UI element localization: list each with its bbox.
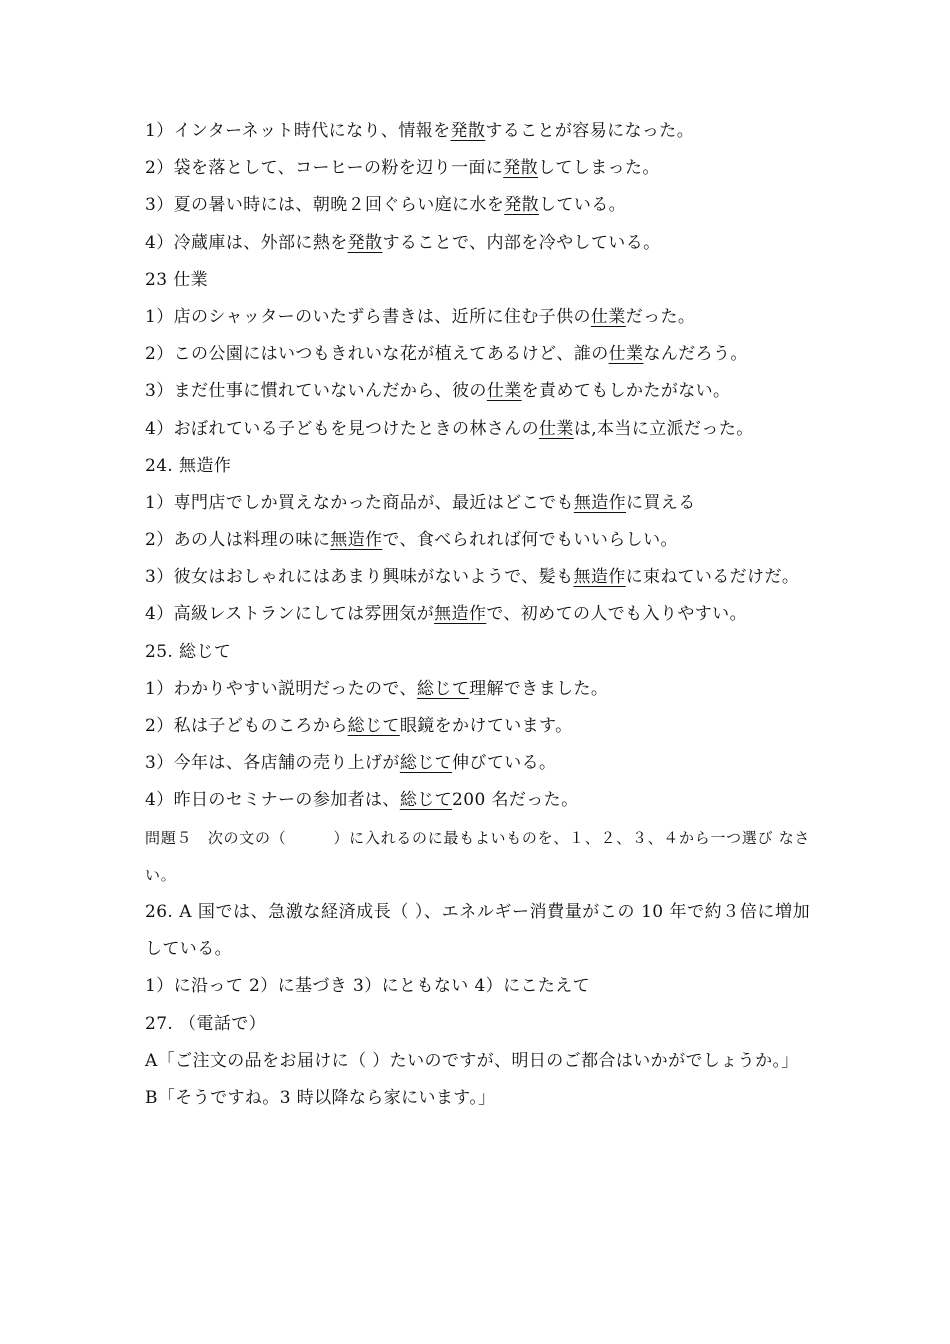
text-line: [145, 373, 810, 410]
line-text-tail: で、食べられれば何でもいいらしい。: [382, 530, 678, 551]
text-line: [145, 113, 810, 150]
underlined-word: 無造作: [330, 530, 383, 551]
line-text: 2）あの人は料理の味に: [145, 530, 331, 551]
line-text-tail: に束ねているだけだ。: [625, 567, 800, 588]
line-text-tail: 理解できました。: [469, 678, 609, 699]
text-line: [145, 1043, 810, 1080]
line-text: 26. A 国では、急激な経済成長（ ）、エネルギー消費量がこの 10 年で約３倍に増加している。: [145, 901, 810, 960]
text-line: [145, 671, 810, 708]
line-text: 2）袋を落として、コーヒーの粉を辺り一面に: [145, 158, 504, 179]
text-line: [145, 894, 810, 968]
underlined-word: 発散: [504, 195, 540, 216]
text-line: [145, 225, 810, 262]
line-text: 4）高級レストランにしては雰囲気が: [145, 604, 435, 625]
line-text-tail: を責めてもしかたがない。: [521, 381, 731, 402]
underlined-word: 無造作: [573, 567, 626, 588]
underlined-word: 総じて: [399, 753, 453, 774]
line-text: 1）店のシャッターのいたずら書きは、近所に住む子供の: [145, 306, 591, 327]
text-line: [145, 411, 810, 448]
text-line: [145, 745, 810, 782]
underlined-word: 仕業: [590, 306, 626, 327]
line-text: 25. 総じて: [145, 641, 232, 662]
text-line: [145, 262, 810, 299]
line-text: 4）昨日のセミナーの参加者は、: [145, 790, 400, 811]
underlined-word: 発散: [450, 121, 486, 141]
line-text-tail: に買える: [626, 492, 696, 513]
line-text-tail: で、初めての人でも入りやすい。: [486, 604, 747, 625]
line-text: 27. （電話で）: [145, 1013, 267, 1034]
underlined-word: 仕業: [608, 344, 644, 365]
line-text-tail: することが容易になった。: [485, 121, 695, 141]
text-line: [145, 448, 810, 485]
text-line: [145, 187, 810, 224]
line-text: 3）彼女はおしゃれにはあまり興味がないようで、髪も: [145, 567, 574, 588]
line-text-tail: なんだろう。: [643, 344, 748, 365]
line-text-tail: してしまった。: [538, 158, 660, 179]
line-text: B「そうですね。3 時以降なら家にいます。」: [145, 1087, 496, 1108]
text-line: [145, 820, 810, 894]
text-line: [145, 634, 810, 671]
text-line: [145, 782, 810, 819]
document-page: [145, 113, 810, 1117]
line-text: 24. 無造作: [145, 455, 232, 476]
line-text: 1）専門店でしか買えなかった商品が、最近はどこでも: [145, 492, 574, 513]
underlined-word: 総じて: [416, 678, 470, 699]
line-text: 3）まだ仕事に慣れていないんだから、彼の: [145, 381, 487, 402]
text-line: [145, 150, 810, 187]
line-text: 1）に沿って 2）に基づき 3）にともない 4）にこたえて: [145, 976, 591, 997]
line-text: 23 仕業: [145, 269, 209, 290]
text-line: [145, 1080, 810, 1117]
underlined-word: 無造作: [573, 492, 627, 513]
text-line: [145, 299, 810, 336]
underlined-word: 総じて: [347, 716, 400, 737]
text-line: [145, 708, 810, 745]
underlined-word: 仕業: [486, 381, 522, 402]
text-line: [145, 485, 810, 522]
line-text-tail: だった。: [625, 306, 696, 327]
line-text: 問題５ 次の文の（ ）に入れるのに最もよいものを、１、２、３、４から一つ選び なさい。: [145, 828, 810, 884]
underlined-word: 仕業: [539, 418, 574, 439]
line-text-tail: 200 名だった。: [452, 790, 579, 811]
underlined-word: 発散: [347, 232, 383, 253]
line-text: 4）冷蔵庫は、外部に熱を: [145, 232, 348, 253]
line-text-tail: 眼鏡をかけています。: [399, 716, 573, 737]
text-line: [145, 559, 810, 596]
text-line: [145, 968, 810, 1005]
line-text: 2）この公園にはいつもきれいな花が植えてあるけど、誰の: [145, 344, 609, 365]
line-text: 3）夏の暑い時には、朝晩２回ぐらい庭に水を: [145, 195, 505, 216]
line-text-tail: することで、内部を冷やしている。: [382, 232, 661, 253]
line-text: 1）わかりやすい説明だったので、: [145, 678, 417, 699]
text-line: [145, 1006, 810, 1043]
line-text: 4）おぼれている子どもを見つけたときの林さんの: [145, 418, 540, 439]
underlined-word: 総じて: [399, 790, 453, 811]
text-line: [145, 336, 810, 373]
text-line: [145, 522, 810, 559]
underlined-word: 発散: [503, 158, 539, 179]
text-line: [145, 596, 810, 633]
line-text: 2）私は子どものころから: [145, 716, 348, 737]
line-text: A「ご注文の品をお届けに（ ）たいのですが、明日のご都合はいかがでしょうか。」: [145, 1050, 799, 1071]
line-text-tail: は,本当に立派だった。: [573, 418, 754, 439]
line-text-tail: している。: [539, 195, 627, 216]
line-text-tail: 伸びている。: [452, 753, 557, 774]
line-text: 3）今年は、各店舗の売り上げが: [145, 753, 400, 774]
line-text: 1）インターネット時代になり、情報を: [145, 121, 451, 141]
underlined-word: 無造作: [434, 604, 487, 625]
